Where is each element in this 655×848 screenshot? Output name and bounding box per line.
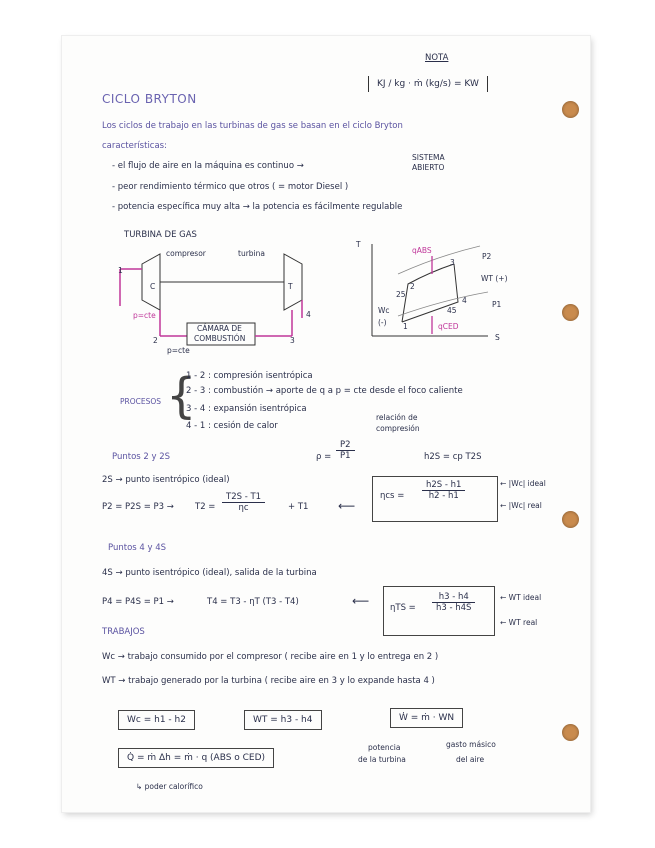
p4-eq: P4 = P4S = P1 → <box>102 597 174 607</box>
page-title: CICLO BRYTON <box>102 92 197 106</box>
trabajos-heading: TRABAJOS <box>102 627 145 637</box>
binder-hole-2 <box>562 304 579 321</box>
arrow-left-2: ⟵ <box>352 594 370 608</box>
note-formula: KJ / kg · ṁ (kg/s) = KW <box>368 76 488 92</box>
bullet-2: - peor rendimiento térmico que otros ( = motor Diesel ) <box>112 182 349 192</box>
intro-line-1: Los ciclos de trabajo en las turbinas de gas se basan en el ciclo Bryton <box>102 121 403 131</box>
wc-label: Wc <box>378 306 390 315</box>
wt-boxed-eq: WT = h3 - h4 <box>244 710 322 730</box>
eta-c-fraction <box>422 480 465 501</box>
eta-c-den: h2 - h1 <box>428 491 459 501</box>
p-cte-left: p=cte <box>133 311 156 320</box>
ts-point-4: 4 <box>462 296 467 305</box>
eta-t-den: h3 - h4S <box>436 603 472 613</box>
wt-label: WT (+) <box>481 274 508 283</box>
wc-description: Wc → trabajo consumido por el compresor ( recibe aire en 1 y lo entrega en 2 ) <box>102 652 439 662</box>
poder-calorifico-note: ↳ poder calorífico <box>136 782 203 791</box>
t2-fraction <box>222 492 265 513</box>
bullet-3: - potencia específica muy alta → la potencia es fácilmente regulable <box>112 202 403 212</box>
proceso-2: 2 - 3 : combustión → aporte de q a p = cte desde el foco caliente <box>186 386 463 396</box>
rho-den: P1 <box>340 451 351 461</box>
ts-point-2s: 25 <box>396 290 406 299</box>
abierto-label: ABIERTO <box>412 163 445 172</box>
arrow-left-1: ⟵ <box>338 499 356 513</box>
potencia-label-1: potencia <box>368 743 401 752</box>
p2-label: P2 <box>482 252 492 261</box>
binder-hole-4 <box>562 724 579 741</box>
eta-t-num: h3 - h4 <box>432 592 475 603</box>
node-4: 4 <box>306 310 311 319</box>
power-boxed-eq: Ẇ = ṁ · WN <box>390 708 463 728</box>
eta-t-lhs: ηTS = <box>390 603 416 613</box>
p1-label: P1 <box>492 300 502 309</box>
potencia-label-2: de la turbina <box>358 755 406 764</box>
node-1: 1 <box>118 266 123 275</box>
note-label: NOTA <box>425 53 449 63</box>
gasto-label-1: gasto másico <box>446 740 496 749</box>
ts-point-3: 3 <box>450 258 455 267</box>
puntos-2-heading: Puntos 2 y 2S <box>112 452 171 462</box>
intro-line-2: características: <box>102 141 167 151</box>
ts-point-2: 2 <box>410 282 415 291</box>
wc-boxed-eq: Wc = h1 - h2 <box>118 710 195 730</box>
p2-eq: P2 = P2S = P3 → <box>102 502 174 512</box>
eta-t-fraction <box>432 592 475 613</box>
t2-den: ηc <box>238 503 249 513</box>
t4-eq: T4 = T3 - ηT (T3 - T4) <box>207 597 299 607</box>
node-2: 2 <box>153 336 158 345</box>
rho-num: P2 <box>336 440 355 451</box>
t-label: T <box>288 282 293 291</box>
heat-boxed-eq: Q̇ = ṁ Δh = ṁ · q (ABS o CED) <box>118 748 274 768</box>
turbina-gas-title: TURBINA DE GAS <box>124 230 197 240</box>
ts-point-4s: 45 <box>447 306 457 315</box>
eta-c-num: h2S - h1 <box>422 480 465 491</box>
ts-point-1: 1 <box>403 322 408 331</box>
wc-ideal-note: ← |Wc| ideal <box>500 479 546 488</box>
rho-lhs: ρ = <box>316 452 332 462</box>
eta-c-lhs: ηcs = <box>380 491 405 501</box>
notebook-page <box>62 36 590 812</box>
wt-ideal-note: ← WT ideal <box>500 593 542 602</box>
gasto-label-2: del aire <box>456 755 485 764</box>
wt-real-note: ← WT real <box>500 618 538 627</box>
axis-t-label: T <box>356 240 361 249</box>
rho-fraction <box>336 440 355 461</box>
puntos-4-heading: Puntos 4 y 4S <box>108 543 167 553</box>
relacion-label-2: compresión <box>376 424 420 433</box>
c-label: C <box>150 282 156 291</box>
h2s-eq: h2S = cp T2S <box>424 452 482 462</box>
proceso-1: 1 - 2 : compresión isentrópica <box>186 371 313 381</box>
camara-label-1: CÁMARA DE <box>197 324 242 333</box>
puntos-4-line: 4S → punto isentrópico (ideal), salida de la turbina <box>102 568 317 578</box>
proceso-3: 3 - 4 : expansión isentrópica <box>186 404 307 414</box>
bullet-1: - el flujo de aire en la máquina es continuo → <box>112 161 304 171</box>
wc-real-note: ← |Wc| real <box>500 501 542 510</box>
compresor-label: compresor <box>166 249 206 258</box>
turbina-label: turbina <box>238 249 265 258</box>
t2-tail: + T1 <box>288 502 309 512</box>
relacion-label-1: relación de <box>376 413 418 422</box>
camara-label-2: COMBUSTIÓN <box>194 334 246 343</box>
proceso-4: 4 - 1 : cesión de calor <box>186 421 278 431</box>
t2-lhs: T2 = <box>195 502 216 512</box>
qabs-label: qABS <box>412 246 432 255</box>
procesos-brace: { <box>166 368 197 424</box>
node-3: 3 <box>290 336 295 345</box>
axis-s-label: S <box>495 333 500 342</box>
sistema-label: SISTEMA <box>412 153 445 162</box>
wc-sign-label: (-) <box>378 318 387 327</box>
t2-num: T2S - T1 <box>222 492 265 503</box>
binder-hole-1 <box>562 101 579 118</box>
binder-hole-3 <box>562 511 579 528</box>
wt-description: WT → trabajo generado por la turbina ( recibe aire en 3 y lo expande hasta 4 ) <box>102 676 435 686</box>
puntos-2-line: 2S → punto isentrópico (ideal) <box>102 475 230 485</box>
ts-diagram <box>368 244 498 344</box>
qced-label: qCED <box>438 322 459 331</box>
procesos-label: PROCESOS <box>120 397 162 406</box>
p-cte-bottom: p=cte <box>167 346 190 355</box>
